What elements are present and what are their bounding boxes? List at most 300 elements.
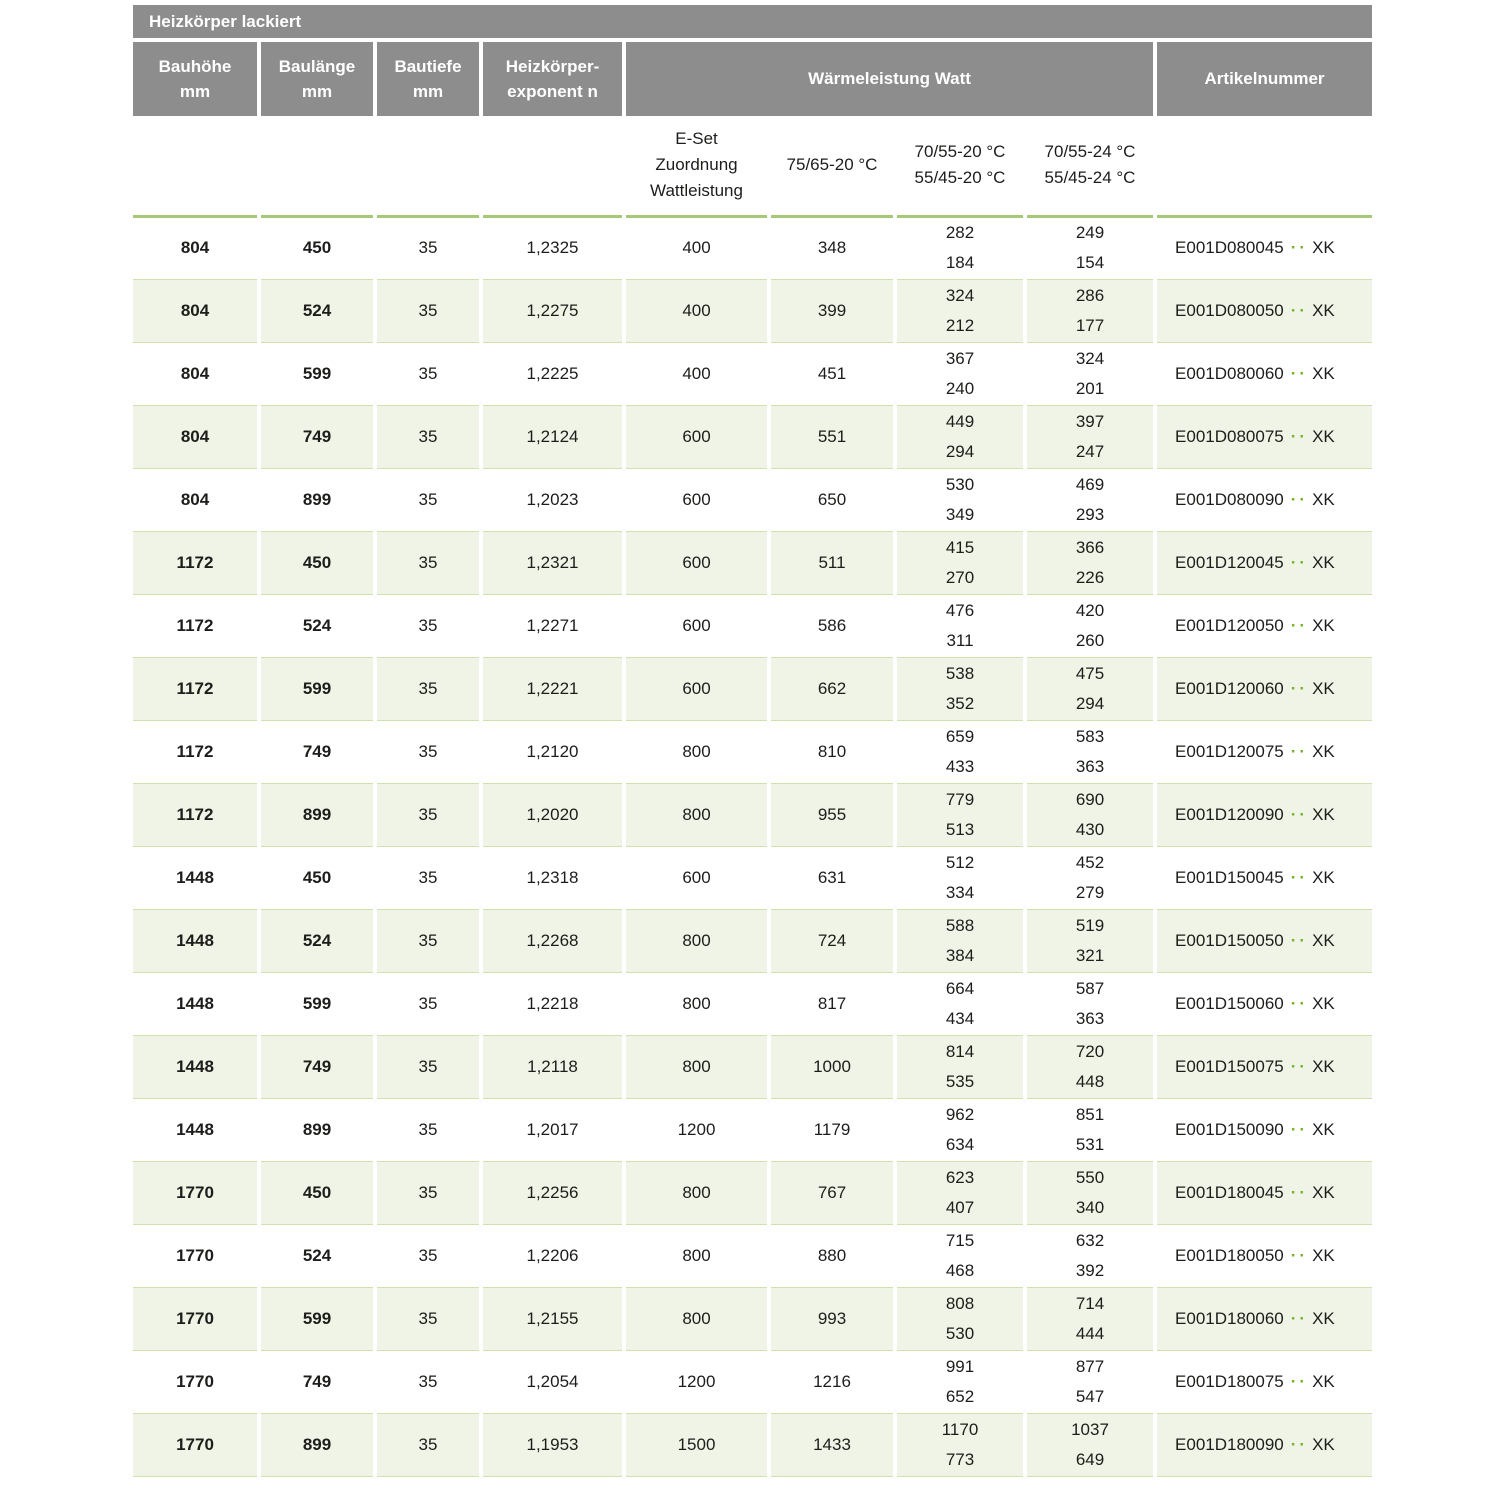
- artikelnummer-color-dots: ··: [1290, 1245, 1309, 1265]
- cell-bautiefe: 35: [375, 909, 481, 972]
- artikelnummer-suffix: XK: [1312, 678, 1335, 698]
- cell-bautiefe: 35: [375, 783, 481, 846]
- cell-7565-20: 348: [769, 216, 895, 279]
- stacked-value: 587: [1075, 978, 1105, 998]
- col-header-label: Baulänge: [278, 56, 356, 76]
- cell-artikelnummer: [1155, 972, 1372, 1035]
- cell-bauhoehe: 804: [133, 279, 259, 342]
- cell-artikelnummer: [1155, 468, 1372, 531]
- subheader-7055-24: [1025, 116, 1155, 216]
- stacked-value: 324: [1075, 348, 1105, 368]
- stacked-value: 720: [1075, 1041, 1105, 1061]
- cell-bauhoehe: 804: [133, 342, 259, 405]
- table-row: [133, 909, 1372, 972]
- cell-exponent: 1,2275: [481, 279, 624, 342]
- artikelnummer-prefix: E001D180075: [1175, 1371, 1284, 1391]
- artikelnummer-color-dots: ··: [1290, 1371, 1309, 1391]
- cell-eset-wattleistung: 800: [624, 1161, 769, 1224]
- cell-baulaenge: 450: [259, 846, 375, 909]
- cell-7055-24: [1025, 846, 1155, 909]
- stacked-value: 851: [1075, 1104, 1105, 1124]
- cell-baulaenge: 450: [259, 1161, 375, 1224]
- cell-7055-24: [1025, 720, 1155, 783]
- cell-eset-wattleistung: 600: [624, 468, 769, 531]
- stacked-value: 367: [945, 348, 975, 368]
- cell-7055-24: [1025, 1161, 1155, 1224]
- cell-bauhoehe: 1448: [133, 846, 259, 909]
- subheader-line: 70/55-24 °C: [1044, 141, 1136, 161]
- subheader-empty-bauhoehe: [133, 116, 259, 216]
- cell-bauhoehe: 1770: [133, 1350, 259, 1413]
- cell-baulaenge: 749: [259, 1035, 375, 1098]
- cell-7055-24: [1025, 1224, 1155, 1287]
- cell-7565-20: 1000: [769, 1035, 895, 1098]
- cell-bautiefe: 35: [375, 1413, 481, 1476]
- artikelnummer-prefix: E001D120045: [1175, 552, 1284, 572]
- cell-bauhoehe: 1770: [133, 1161, 259, 1224]
- stacked-value: 420: [1075, 600, 1105, 620]
- artikelnummer-prefix: E001D150050: [1175, 930, 1284, 950]
- cell-7565-20: 955: [769, 783, 895, 846]
- stacked-value: 634: [945, 1134, 975, 1154]
- table-row: [133, 1161, 1372, 1224]
- subheader-eset: [624, 116, 769, 216]
- artikelnummer-prefix: E001D080060: [1175, 363, 1284, 383]
- cell-7055-24: [1025, 1287, 1155, 1350]
- stacked-value: 407: [945, 1197, 975, 1217]
- cell-exponent: 1,2256: [481, 1161, 624, 1224]
- cell-artikelnummer: [1155, 279, 1372, 342]
- cell-bauhoehe: 1448: [133, 909, 259, 972]
- artikelnummer-prefix: E001D150060: [1175, 993, 1284, 1013]
- artikelnummer-color-dots: ··: [1290, 867, 1309, 887]
- stacked-value: 434: [945, 1008, 975, 1028]
- stacked-value: 433: [945, 756, 975, 776]
- cell-baulaenge: 599: [259, 657, 375, 720]
- stacked-value: 392: [1075, 1260, 1105, 1280]
- table-row: [133, 279, 1372, 342]
- cell-exponent: 1,2221: [481, 657, 624, 720]
- stacked-value: 294: [945, 441, 975, 461]
- artikelnummer-color-dots: ··: [1290, 678, 1309, 698]
- table-row: [133, 846, 1372, 909]
- cell-bautiefe: 35: [375, 1287, 481, 1350]
- artikelnummer-suffix: XK: [1312, 1371, 1335, 1391]
- artikelnummer-suffix: XK: [1312, 867, 1335, 887]
- cell-eset-wattleistung: 600: [624, 594, 769, 657]
- stacked-value: 535: [945, 1071, 975, 1091]
- cell-bautiefe: 35: [375, 594, 481, 657]
- artikelnummer-suffix: XK: [1312, 1119, 1335, 1139]
- cell-bauhoehe: 1448: [133, 1098, 259, 1161]
- stacked-value: 226: [1075, 567, 1105, 587]
- cell-7055-24: [1025, 1098, 1155, 1161]
- cell-bautiefe: 35: [375, 1098, 481, 1161]
- stacked-value: 773: [945, 1449, 975, 1469]
- cell-bauhoehe: 1770: [133, 1287, 259, 1350]
- cell-bautiefe: 35: [375, 1161, 481, 1224]
- cell-artikelnummer: [1155, 846, 1372, 909]
- artikelnummer-suffix: XK: [1312, 741, 1335, 761]
- cell-7055-20: [895, 1224, 1025, 1287]
- stacked-value: 469: [1075, 474, 1105, 494]
- cell-eset-wattleistung: 800: [624, 1035, 769, 1098]
- stacked-value: 530: [945, 474, 975, 494]
- stacked-value: 384: [945, 945, 975, 965]
- cell-7055-20: [895, 279, 1025, 342]
- table-row: [133, 657, 1372, 720]
- cell-exponent: 1,2271: [481, 594, 624, 657]
- stacked-value: 293: [1075, 504, 1105, 524]
- cell-bautiefe: 35: [375, 657, 481, 720]
- cell-bautiefe: 35: [375, 342, 481, 405]
- artikelnummer-prefix: E001D120050: [1175, 615, 1284, 635]
- cell-bauhoehe: 1172: [133, 783, 259, 846]
- cell-7565-20: 650: [769, 468, 895, 531]
- stacked-value: 512: [945, 852, 975, 872]
- artikelnummer-suffix: XK: [1312, 804, 1335, 824]
- artikelnummer-suffix: XK: [1312, 1245, 1335, 1265]
- col-header-bautiefe: [375, 42, 481, 116]
- cell-7565-20: 1179: [769, 1098, 895, 1161]
- cell-baulaenge: 450: [259, 531, 375, 594]
- col-header-label: Bauhöhe: [158, 56, 232, 76]
- cell-7055-20: [895, 1350, 1025, 1413]
- cell-7565-20: 511: [769, 531, 895, 594]
- cell-bautiefe: 35: [375, 720, 481, 783]
- cell-baulaenge: 524: [259, 594, 375, 657]
- stacked-value: 547: [1075, 1386, 1105, 1406]
- artikelnummer-suffix: XK: [1312, 489, 1335, 509]
- stacked-value: 449: [945, 411, 975, 431]
- col-header-unit: mm: [301, 82, 333, 101]
- stacked-value: 538: [945, 663, 975, 683]
- cell-7565-20: 993: [769, 1287, 895, 1350]
- cell-exponent: 1,2206: [481, 1224, 624, 1287]
- cell-7565-20: 1216: [769, 1350, 895, 1413]
- cell-7055-20: [895, 1287, 1025, 1350]
- cell-7055-24: [1025, 972, 1155, 1035]
- artikelnummer-prefix: E001D180060: [1175, 1308, 1284, 1328]
- table-row: [133, 216, 1372, 279]
- cell-7055-20: [895, 972, 1025, 1035]
- col-header-label: Heizkörper-: [505, 56, 600, 76]
- cell-7055-20: [895, 468, 1025, 531]
- cell-7565-20: 817: [769, 972, 895, 1035]
- artikelnummer-suffix: XK: [1312, 1182, 1335, 1202]
- stacked-value: 690: [1075, 789, 1105, 809]
- stacked-value: 531: [1075, 1134, 1105, 1154]
- artikelnummer-color-dots: ··: [1290, 300, 1309, 320]
- artikelnummer-color-dots: ··: [1290, 930, 1309, 950]
- artikelnummer-suffix: XK: [1312, 930, 1335, 950]
- stacked-value: 649: [1075, 1449, 1105, 1469]
- stacked-value: 201: [1075, 378, 1105, 398]
- cell-7565-20: 662: [769, 657, 895, 720]
- cell-artikelnummer: [1155, 1350, 1372, 1413]
- cell-exponent: 1,2017: [481, 1098, 624, 1161]
- col-header-artikelnummer: Artikelnummer: [1155, 42, 1372, 116]
- cell-baulaenge: 899: [259, 1413, 375, 1476]
- col-header-baulaenge: [259, 42, 375, 116]
- artikelnummer-prefix: E001D180045: [1175, 1182, 1284, 1202]
- cell-exponent: 1,1953: [481, 1413, 624, 1476]
- stacked-value: 1170: [941, 1419, 979, 1439]
- cell-artikelnummer: [1155, 783, 1372, 846]
- col-header-unit: mm: [179, 82, 211, 101]
- stacked-value: 513: [945, 819, 975, 839]
- stacked-value: 779: [945, 789, 975, 809]
- table-row: [133, 1413, 1372, 1476]
- table-row: [133, 1287, 1372, 1350]
- cell-bautiefe: 35: [375, 846, 481, 909]
- cell-7055-20: [895, 657, 1025, 720]
- stacked-value: 714: [1075, 1293, 1105, 1313]
- artikelnummer-prefix: E001D080075: [1175, 426, 1284, 446]
- stacked-value: 282: [945, 223, 975, 243]
- cell-baulaenge: 599: [259, 1287, 375, 1350]
- cell-7055-24: [1025, 405, 1155, 468]
- stacked-value: 249: [1075, 223, 1105, 243]
- stacked-value: 363: [1075, 756, 1105, 776]
- col-header-waermeleistung: Wärmeleistung Watt: [624, 42, 1155, 116]
- cell-7565-20: 551: [769, 405, 895, 468]
- cell-7055-20: [895, 909, 1025, 972]
- artikelnummer-suffix: XK: [1312, 1434, 1335, 1454]
- cell-7055-20: [895, 1413, 1025, 1476]
- stacked-value: 349: [945, 504, 975, 524]
- spec-table: [133, 42, 1372, 1477]
- cell-bauhoehe: 1770: [133, 1224, 259, 1287]
- cell-7565-20: 810: [769, 720, 895, 783]
- stacked-value: 715: [945, 1230, 975, 1250]
- cell-bautiefe: 35: [375, 531, 481, 594]
- artikelnummer-color-dots: ··: [1290, 426, 1309, 446]
- artikelnummer-prefix: E001D080050: [1175, 300, 1284, 320]
- cell-exponent: 1,2268: [481, 909, 624, 972]
- cell-exponent: 1,2023: [481, 468, 624, 531]
- cell-7055-24: [1025, 1350, 1155, 1413]
- cell-7565-20: 399: [769, 279, 895, 342]
- artikelnummer-color-dots: ··: [1290, 1119, 1309, 1139]
- subheader-row: [133, 116, 1372, 216]
- stacked-value: 530: [945, 1323, 975, 1343]
- artikelnummer-color-dots: ··: [1290, 1056, 1309, 1076]
- stacked-value: 659: [945, 726, 975, 746]
- cell-exponent: 1,2225: [481, 342, 624, 405]
- subheader-line: 55/45-24 °C: [1044, 168, 1136, 188]
- cell-artikelnummer: [1155, 657, 1372, 720]
- cell-baulaenge: 749: [259, 405, 375, 468]
- cell-bautiefe: 35: [375, 1035, 481, 1098]
- artikelnummer-suffix: XK: [1312, 1056, 1335, 1076]
- stacked-value: 623: [945, 1167, 975, 1187]
- cell-baulaenge: 749: [259, 720, 375, 783]
- table-row: [133, 405, 1372, 468]
- cell-bautiefe: 35: [375, 1224, 481, 1287]
- stacked-value: 260: [1075, 630, 1105, 650]
- stacked-value: 279: [1075, 882, 1105, 902]
- artikelnummer-suffix: XK: [1312, 426, 1335, 446]
- artikelnummer-suffix: XK: [1312, 238, 1335, 257]
- cell-7055-20: [895, 720, 1025, 783]
- cell-7055-20: [895, 1098, 1025, 1161]
- cell-eset-wattleistung: 800: [624, 972, 769, 1035]
- cell-7565-20: 1433: [769, 1413, 895, 1476]
- cell-eset-wattleistung: 800: [624, 1224, 769, 1287]
- artikelnummer-color-dots: ··: [1290, 1182, 1309, 1202]
- cell-bauhoehe: 1172: [133, 657, 259, 720]
- cell-7055-24: [1025, 468, 1155, 531]
- stacked-value: 1037: [1071, 1419, 1109, 1439]
- stacked-value: 814: [945, 1041, 975, 1061]
- artikelnummer-suffix: XK: [1312, 552, 1335, 572]
- cell-bauhoehe: 804: [133, 405, 259, 468]
- stacked-value: 352: [945, 693, 975, 713]
- stacked-value: 664: [945, 978, 975, 998]
- cell-bautiefe: 35: [375, 405, 481, 468]
- cell-7055-24: [1025, 1413, 1155, 1476]
- cell-eset-wattleistung: 800: [624, 783, 769, 846]
- artikelnummer-prefix: E001D150090: [1175, 1119, 1284, 1139]
- cell-bauhoehe: 804: [133, 468, 259, 531]
- table-row: [133, 1350, 1372, 1413]
- artikelnummer-prefix: E001D180050: [1175, 1245, 1284, 1265]
- cell-bauhoehe: 1448: [133, 972, 259, 1035]
- artikelnummer-prefix: E001D120060: [1175, 678, 1284, 698]
- cell-bauhoehe: 1172: [133, 720, 259, 783]
- stacked-value: 294: [1075, 693, 1105, 713]
- cell-baulaenge: 524: [259, 909, 375, 972]
- cell-eset-wattleistung: 600: [624, 846, 769, 909]
- cell-artikelnummer: [1155, 216, 1372, 279]
- cell-7055-24: [1025, 531, 1155, 594]
- subheader-line: 55/45-20 °C: [914, 168, 1006, 188]
- cell-exponent: 1,2020: [481, 783, 624, 846]
- artikelnummer-prefix: E001D080045: [1175, 238, 1284, 257]
- cell-7055-20: [895, 216, 1025, 279]
- artikelnummer-color-dots: ··: [1290, 804, 1309, 824]
- stacked-value: 321: [1075, 945, 1105, 965]
- cell-exponent: 1,2118: [481, 1035, 624, 1098]
- artikelnummer-color-dots: ··: [1290, 615, 1309, 635]
- stacked-value: 240: [945, 378, 975, 398]
- cell-artikelnummer: [1155, 1035, 1372, 1098]
- stacked-value: 154: [1075, 253, 1105, 272]
- stacked-value: 632: [1075, 1230, 1105, 1250]
- stacked-value: 808: [945, 1293, 975, 1313]
- stacked-value: 212: [945, 315, 975, 335]
- subheader-7565: [769, 116, 895, 216]
- table-row: [133, 531, 1372, 594]
- subheader-line: 75/65-20 °C: [786, 155, 878, 175]
- cell-artikelnummer: [1155, 720, 1372, 783]
- stacked-value: 519: [1075, 915, 1105, 935]
- subheader-empty-exponent: [481, 116, 624, 216]
- cell-exponent: 1,2321: [481, 531, 624, 594]
- stacked-value: 475: [1075, 663, 1105, 683]
- artikelnummer-prefix: E001D150045: [1175, 867, 1284, 887]
- stacked-value: 444: [1075, 1323, 1105, 1343]
- artikelnummer-color-dots: ··: [1290, 1434, 1309, 1454]
- stacked-value: 366: [1075, 537, 1105, 557]
- subheader-line: Wattleistung: [650, 181, 743, 201]
- table-title-bar: [133, 5, 1372, 38]
- table-row: [133, 594, 1372, 657]
- stacked-value: 476: [945, 600, 975, 620]
- cell-artikelnummer: [1155, 1098, 1372, 1161]
- cell-exponent: 1,2325: [481, 216, 624, 279]
- table-row: [133, 1035, 1372, 1098]
- subheader-line: E-Set: [675, 128, 718, 148]
- artikelnummer-prefix: E001D120090: [1175, 804, 1284, 824]
- subheader-empty-baulaenge: [259, 116, 375, 216]
- artikelnummer-color-dots: ··: [1290, 741, 1309, 761]
- cell-baulaenge: 749: [259, 1350, 375, 1413]
- artikelnummer-prefix: E001D080090: [1175, 489, 1284, 509]
- stacked-value: 877: [1075, 1356, 1105, 1376]
- stacked-value: 991: [945, 1356, 975, 1376]
- header-row: [133, 42, 1372, 116]
- subheader-7055-20: [895, 116, 1025, 216]
- cell-artikelnummer: [1155, 342, 1372, 405]
- table-body: [133, 216, 1372, 1476]
- cell-eset-wattleistung: 800: [624, 1287, 769, 1350]
- cell-eset-wattleistung: 600: [624, 657, 769, 720]
- cell-7055-24: [1025, 657, 1155, 720]
- cell-eset-wattleistung: 800: [624, 909, 769, 972]
- artikelnummer-suffix: XK: [1312, 300, 1335, 320]
- artikelnummer-prefix: E001D120075: [1175, 741, 1284, 761]
- table-row: [133, 1224, 1372, 1287]
- cell-7565-20: 586: [769, 594, 895, 657]
- cell-bautiefe: 35: [375, 1350, 481, 1413]
- cell-bautiefe: 35: [375, 279, 481, 342]
- cell-7055-24: [1025, 342, 1155, 405]
- cell-7565-20: 631: [769, 846, 895, 909]
- stacked-value: 247: [1075, 441, 1105, 461]
- cell-bautiefe: 35: [375, 216, 481, 279]
- stacked-value: 452: [1075, 852, 1105, 872]
- cell-baulaenge: 899: [259, 1098, 375, 1161]
- cell-7055-20: [895, 405, 1025, 468]
- artikelnummer-color-dots: ··: [1290, 552, 1309, 572]
- col-header-exponent: [481, 42, 624, 116]
- cell-7055-24: [1025, 783, 1155, 846]
- artikelnummer-color-dots: ··: [1290, 238, 1309, 257]
- stacked-value: 397: [1075, 411, 1105, 431]
- cell-eset-wattleistung: 1500: [624, 1413, 769, 1476]
- cell-baulaenge: 899: [259, 468, 375, 531]
- cell-eset-wattleistung: 600: [624, 405, 769, 468]
- cell-eset-wattleistung: 1200: [624, 1350, 769, 1413]
- cell-bauhoehe: 804: [133, 216, 259, 279]
- artikelnummer-suffix: XK: [1312, 615, 1335, 635]
- stacked-value: 270: [945, 567, 975, 587]
- artikelnummer-suffix: XK: [1312, 993, 1335, 1013]
- cell-7055-24: [1025, 279, 1155, 342]
- cell-exponent: 1,2124: [481, 405, 624, 468]
- stacked-value: 652: [945, 1386, 975, 1406]
- cell-bauhoehe: 1770: [133, 1413, 259, 1476]
- cell-baulaenge: 450: [259, 216, 375, 279]
- artikelnummer-suffix: XK: [1312, 1308, 1335, 1328]
- cell-7055-20: [895, 594, 1025, 657]
- cell-eset-wattleistung: 400: [624, 216, 769, 279]
- cell-7055-24: [1025, 1035, 1155, 1098]
- artikelnummer-color-dots: ··: [1290, 993, 1309, 1013]
- cell-7055-20: [895, 531, 1025, 594]
